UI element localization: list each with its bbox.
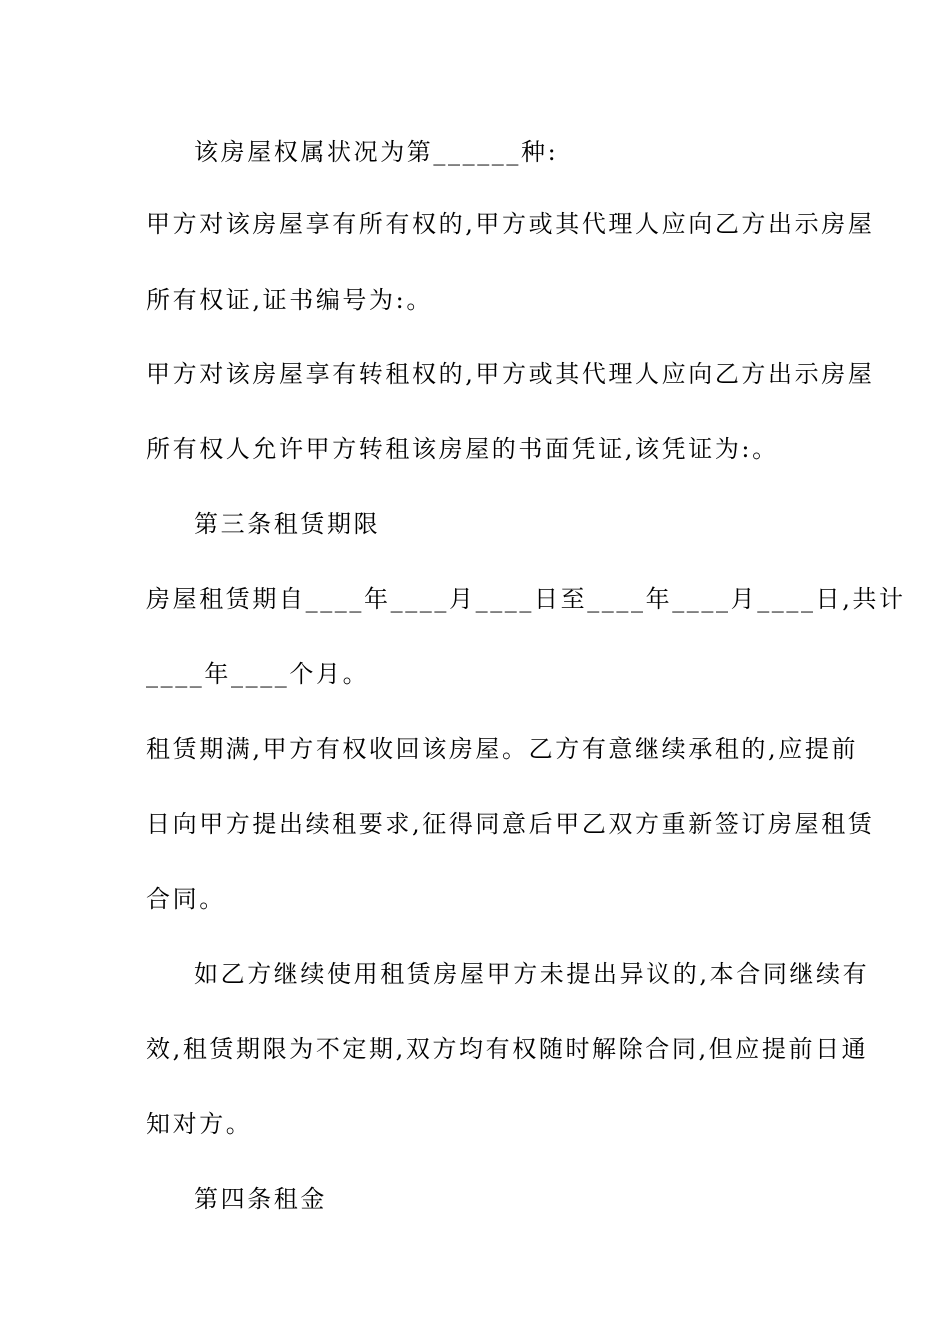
- paragraph-continued-use-line-2: 效,租赁期限为不定期,双方均有权随时解除合同,但应提前日通: [146, 1035, 869, 1063]
- section-heading-lease-term: 第三条租赁期限: [194, 510, 381, 538]
- paragraph-continued-use-line-1: 如乙方继续使用租赁房屋甲方未提出异议的,本合同继续有: [194, 960, 870, 988]
- paragraph-renewal-line-1: 租赁期满,甲方有权收回该房屋。乙方有意继续承租的,应提前: [146, 735, 859, 763]
- paragraph-lease-period-line-2: ____年____个月。: [146, 660, 370, 688]
- paragraph-ownership-line-2: 所有权证,证书编号为:。: [146, 286, 433, 314]
- paragraph-ownership-status: 该房屋权属状况为第______种:: [194, 138, 559, 166]
- paragraph-renewal-line-3: 合同。: [146, 885, 226, 913]
- paragraph-continued-use-line-3: 知对方。: [146, 1110, 253, 1138]
- paragraph-renewal-line-2: 日向甲方提出续租要求,征得同意后甲乙双方重新签订房屋租赁: [146, 810, 875, 838]
- paragraph-sublease-line-2: 所有权人允许甲方转租该房屋的书面凭证,该凭证为:。: [146, 435, 779, 463]
- paragraph-ownership-line-1: 甲方对该房屋享有所有权的,甲方或其代理人应向乙方出示房屋: [146, 210, 875, 238]
- paragraph-sublease-line-1: 甲方对该房屋享有转租权的,甲方或其代理人应向乙方出示房屋: [146, 360, 875, 388]
- section-heading-rent: 第四条租金: [194, 1185, 327, 1213]
- paragraph-lease-period-line-1: 房屋租赁期自____年____月____日至____年____月____日,共计: [146, 585, 906, 613]
